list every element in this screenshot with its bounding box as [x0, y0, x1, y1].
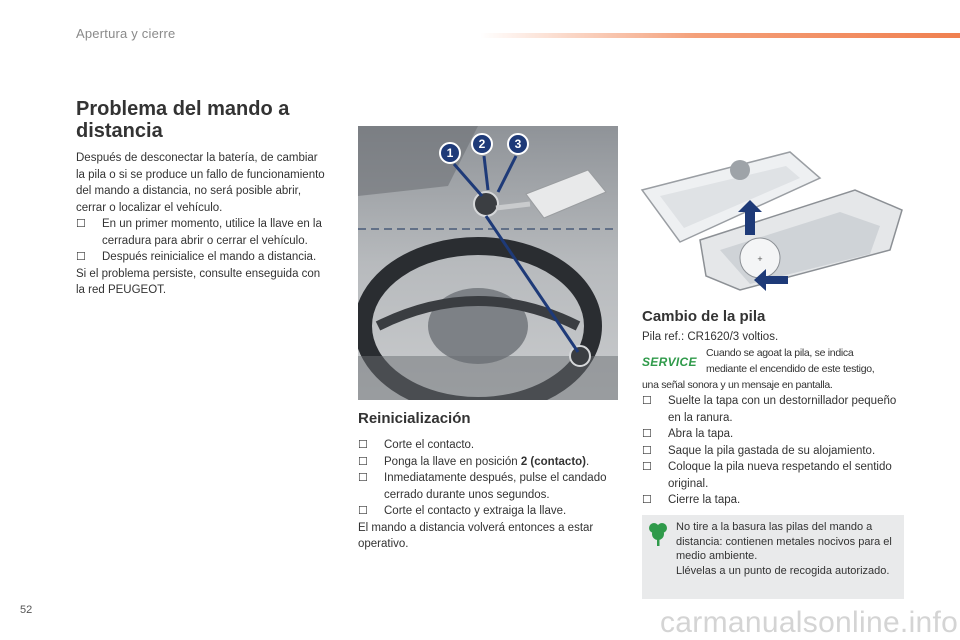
svg-text:+: + [757, 254, 763, 264]
battery-title: Cambio de la pila [642, 308, 766, 325]
battery-section [642, 308, 907, 509]
list-item [642, 426, 907, 443]
list-item-text: Cierre la tapa. [668, 494, 741, 506]
callout-2-label: 2 [478, 137, 486, 151]
key-fob-illustration [640, 150, 910, 300]
reinit-section [358, 410, 620, 553]
warning-line-1: Cuando se agoat la pila, se indica [706, 346, 854, 359]
outro-paragraph: Si el problema persiste, consulte enseguida con la red PEUGEOT. [76, 267, 321, 296]
note-line-2: Llévelas a un punto de recogida autorizado. [676, 564, 890, 577]
checkbox-bullet-icon: ☐ [642, 428, 652, 440]
ignition-illustration [358, 126, 618, 400]
list-item [76, 249, 326, 266]
list-item [642, 393, 907, 426]
watermark: carmanualsonline.info [660, 606, 959, 639]
checkbox-bullet-icon: ☐ [642, 444, 652, 457]
header-accent-bar [480, 33, 960, 38]
list-item-text: Coloque la pila nueva respetando el sentido original. [668, 461, 892, 490]
warning-line-2: mediante el encendido de este testigo, [706, 362, 875, 375]
ignition-photo [358, 126, 618, 400]
list-item [76, 216, 326, 249]
note-text [676, 520, 898, 578]
list-item [358, 454, 620, 471]
checkbox-bullet-icon: ☐ [642, 395, 652, 407]
list-item-text: Ponga la llave en posición [384, 455, 521, 468]
list-item [642, 459, 907, 492]
list-item-text: Corte el contacto y extraiga la llave. [384, 505, 567, 517]
list-item-text: Corte el contacto. [384, 439, 475, 451]
section-header: Apertura y cierre [76, 26, 176, 41]
warning-line-3: una señal sonora y un mensaje en pantalla. [642, 378, 833, 391]
reinit-closing: El mando a distancia volverá entonces a estar operativo. [358, 521, 594, 550]
service-label: SERVICE [642, 354, 697, 369]
reinit-title: Reinicialización [358, 410, 471, 427]
checkbox-bullet-icon: ☐ [76, 218, 86, 230]
callout-1-label: 1 [446, 146, 454, 160]
checkbox-bullet-icon: ☐ [642, 494, 652, 506]
list-item [358, 503, 620, 520]
checkbox-bullet-icon: ☐ [358, 439, 368, 451]
checkbox-bullet-icon: ☐ [76, 251, 86, 263]
note-line-1: No tire a la basura las pilas del mando a distancia: contienen metales nocivos para el medio ambiente. [676, 521, 892, 562]
list-item [358, 470, 620, 503]
list-item [358, 437, 620, 454]
page-number: 52 [20, 604, 33, 616]
checkbox-bullet-icon: ☐ [358, 472, 368, 484]
callout-3-label: 3 [514, 137, 522, 151]
list-item-text: Después reinicialice el mando a distancia. [102, 251, 317, 263]
list-item [642, 443, 907, 460]
list-item-text: En un primer momento, utilice la llave en la cerradura para abrir o cerrar el vehículo. [102, 218, 322, 247]
checkbox-bullet-icon: ☐ [358, 505, 368, 517]
recycle-icon [648, 521, 668, 547]
checkbox-bullet-icon: ☐ [358, 455, 368, 468]
battery-ref: Pila ref.: CR1620/3 voltios. [642, 331, 779, 343]
list-item [642, 492, 907, 509]
list-item-text: Abra la tapa. [668, 428, 734, 440]
left-column [76, 98, 326, 299]
list-item-text: Saque la pila gastada de su alojamiento. [668, 444, 876, 457]
warning-block [642, 346, 907, 378]
list-item-text-end: . [586, 455, 590, 468]
checkbox-bullet-icon: ☐ [642, 461, 652, 473]
list-item-text: Inmediatamente después, pulse el candado cerrado durante unos segundos. [384, 472, 607, 501]
list-item-bold: 2 (contacto) [520, 455, 586, 468]
list-item-text: Suelte la tapa con un destornillador pequeño en la ranura. [668, 395, 897, 424]
service-warning-icon [642, 353, 696, 371]
page-title: Problema del mando a distancia [76, 98, 290, 142]
key-fob-photo [640, 150, 910, 300]
recycling-note [642, 515, 904, 599]
intro-paragraph: Después de desconectar la batería, de cambiar la pila o si se produce un fallo de funcionamiento del mando a distancia, no será posible abrir, cerrar o localizar el vehículo. [76, 152, 325, 214]
